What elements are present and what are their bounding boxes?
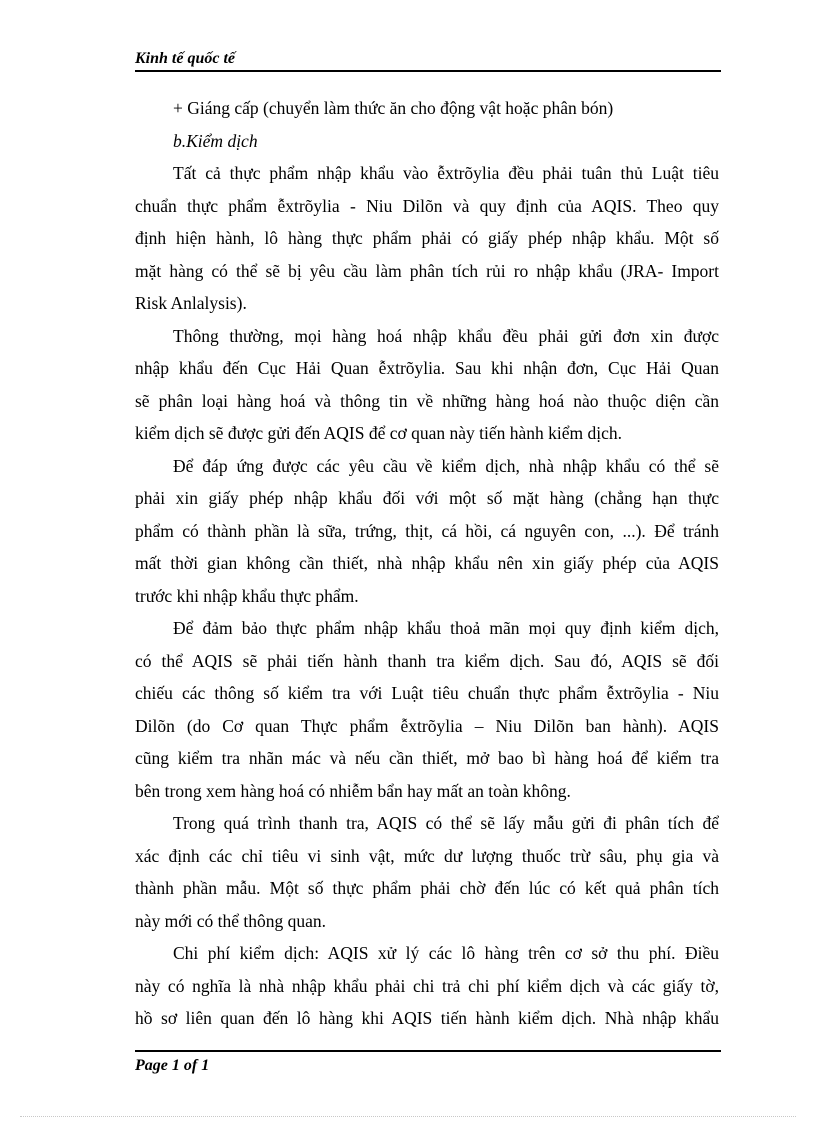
- text-line: kiểm dịch sẽ được gửi đến AQIS để cơ quan này tiến hành kiểm dịch.: [135, 423, 623, 443]
- text-line: Chi phí kiểm dịch: AQIS xử lý các lô hàng trên cơ sở thu phí. Điều: [173, 943, 719, 963]
- text-line: này mới có thể thông quan.: [135, 910, 327, 931]
- text-line: cũng kiểm tra nhãn mác và nếu cần thiết, mở bao bì hàng hoá để kiểm tra: [135, 748, 719, 768]
- section-heading: b.Kiểm dịch: [173, 130, 258, 151]
- text-line: Để đáp ứng được các yêu cầu về kiểm dịch, nhà nhập khẩu có thể sẽ: [173, 455, 719, 476]
- text-line: định hiện hành, lô hàng thực phẩm phải có giấy phép nhập khẩu. Một số: [135, 228, 719, 248]
- text-line: phẩm có thành phần là sữa, trứng, thịt, cá hồi, cá nguyên con, ...). Để tránh: [135, 520, 719, 541]
- text-line: mất thời gian không cần thiết, nhà nhập khẩu nên xin giấy phép của AQIS: [135, 553, 719, 573]
- text-line: sẽ phân loại hàng hoá và thông tin về những hàng hoá nào thuộc diện cần: [135, 390, 719, 411]
- text-line: Thông thường, mọi hàng hoá nhập khẩu đều phải gửi đơn xin được: [173, 325, 719, 346]
- header-title: Kinh tế quốc tế: [135, 50, 236, 67]
- document-body: [135, 92, 719, 1035]
- text-line: Risk Anlalysis).: [135, 293, 247, 313]
- text-line: Dilõn (do Cơ quan Thực phẩm ễxtrõylia – Niu Dilõn ban hành). AQIS: [135, 715, 719, 736]
- text-line: phải xin giấy phép nhập khẩu đối với một số mặt hàng (chẳng hạn thực: [135, 488, 719, 508]
- text-line: Để đảm bảo thực phẩm nhập khẩu thoả mãn mọi quy định kiểm dịch,: [173, 618, 719, 638]
- text-line: này có nghĩa là nhà nhập khẩu phải chi trả chi phí kiểm dịch và các giấy tờ,: [135, 975, 719, 996]
- text-line: + Giáng cấp (chuyển làm thức ăn cho động vật hoặc phân bón): [173, 98, 614, 118]
- text-line: Tất cả thực phẩm nhập khẩu vào ễxtrõylia đều phải tuân thủ Luật tiêu: [173, 163, 719, 183]
- text-line: xác định các chỉ tiêu vi sinh vật, mức dư lượng thuốc trừ sâu, phụ gia và: [135, 845, 719, 866]
- text-line: có thể AQIS sẽ phải tiến hành thanh tra kiểm dịch. Sau đó, AQIS sẽ đối: [135, 650, 719, 671]
- text-line: Trong quá trình thanh tra, AQIS có thể sẽ lấy mẫu gửi đi phân tích để: [173, 813, 719, 833]
- text-line: thành phần mẫu. Một số thực phẩm phải chờ đến lúc có kết quả phân tích: [135, 878, 719, 898]
- text-line: chuẩn thực phẩm ễxtrõylia - Niu Dilõn và quy định của AQIS. Theo quy: [135, 195, 719, 216]
- text-line: hồ sơ liên quan đến lô hàng khi AQIS tiến hành kiểm dịch. Nhà nhập khẩu: [135, 1008, 719, 1028]
- page-footer: [135, 1050, 721, 1074]
- text-line: trước khi nhập khẩu thực phẩm.: [135, 585, 359, 606]
- text-line: bên trong xem hàng hoá có nhiễm bẩn hay mất an toàn không.: [135, 780, 571, 801]
- text-line: chiếu các thông số kiểm tra với Luật tiêu chuẩn thực phẩm ễxtrõylia - Niu: [135, 683, 719, 703]
- text-line: mặt hàng có thể sẽ bị yêu cầu làm phân tích rủi ro nhập khẩu (JRA- Import: [135, 260, 719, 281]
- page-number: Page 1 of 1: [135, 1057, 210, 1074]
- text-line: nhập khẩu đến Cục Hải Quan ễxtrõylia. Sau khi nhận đơn, Cục Hải Quan: [135, 358, 719, 378]
- page-header: [135, 48, 721, 72]
- page-bottom-edge: [20, 1116, 796, 1117]
